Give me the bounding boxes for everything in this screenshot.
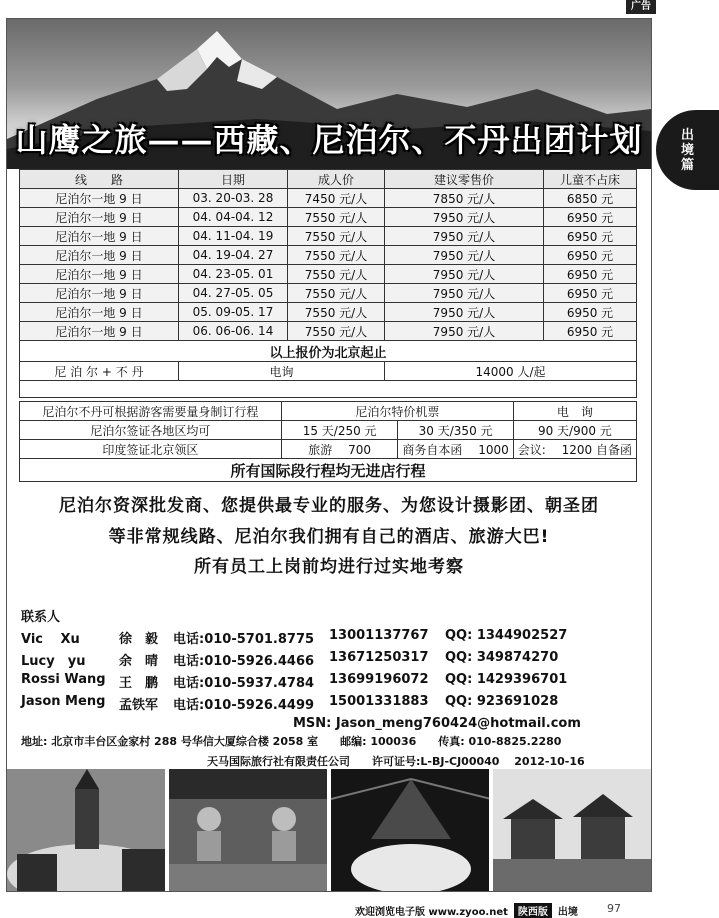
price-note: 以上报价为北京起止 (20, 341, 637, 362)
adult-price-cell: 7550 元/人 (288, 246, 385, 265)
retail-price-cell: 7950 元/人 (385, 246, 544, 265)
date-cell: 04. 27-05. 05 (179, 284, 288, 303)
date-cell: 03. 20-03. 28 (179, 189, 288, 208)
route-cell: 尼泊尔一地 9 日 (20, 189, 179, 208)
contact-phone: 电话:010-5701.8775 (173, 632, 315, 647)
column-header: 儿童不占床 (544, 170, 637, 189)
contact-phone: 电话:010-5937.4784 (173, 676, 315, 691)
contact-en-name: Rossi Wang (21, 672, 106, 687)
page-title: 山鹰之旅——西藏、尼泊尔、不丹出团计划 (15, 121, 643, 159)
table-row (20, 208, 637, 227)
child-price-cell: 6850 元 (544, 189, 637, 208)
child-price-cell: 6950 元 (544, 303, 637, 322)
date-cell: 04. 04-04. 12 (179, 208, 288, 227)
route-cell: 尼泊尔一地 9 日 (20, 227, 179, 246)
child-price-cell: 6950 元 (544, 208, 637, 227)
contact-cn-name: 孟铁军 (119, 698, 159, 713)
date-cell: 04. 11-04. 19 (179, 227, 288, 246)
retail-price-cell: 7950 元/人 (385, 322, 544, 341)
contact-mobile: 13671250317 (329, 650, 429, 665)
table-note-row (20, 341, 637, 362)
advertisement-frame (6, 18, 652, 892)
child-price-cell: 6950 元 (544, 227, 637, 246)
price-table (19, 169, 637, 398)
promo-line: 等非常规线路、尼泊尔我们拥有自己的酒店、旅游大巴! (108, 527, 550, 547)
table-row (20, 189, 637, 208)
msn-contact: MSN: Jason_meng760424@hotmail.com (293, 716, 581, 731)
contact-mobile: 13001137767 (329, 628, 429, 643)
contact-en-name: Lucy yu (21, 654, 86, 669)
footer-site: 欢迎浏览电子版 www.zyoo.net (355, 907, 508, 918)
contacts-heading-row (21, 606, 641, 628)
route-cell: 尼泊尔一地 9 日 (20, 303, 179, 322)
child-price-cell: 6950 元 (544, 322, 637, 341)
child-price-cell: 6950 元 (544, 265, 637, 284)
address-line: 地址: 北京市丰台区金家村 288 号华信大厦综合楼 2058 室 邮编: 100036 传真: 010-8825.2280 (21, 735, 562, 748)
column-header: 线 路 (20, 170, 179, 189)
contact-cn-name: 徐 毅 (119, 632, 159, 647)
adult-price-cell: 7550 元/人 (288, 284, 385, 303)
adult-price-cell: 7550 元/人 (288, 227, 385, 246)
page-number: 97 (607, 902, 621, 915)
child-price-cell: 6950 元 (544, 284, 637, 303)
visa-30-cell: 30 天/350 元 (398, 421, 513, 440)
photo-strip (7, 769, 651, 891)
edition-badge: 陕西版 (514, 903, 552, 918)
retail-price-cell: 7950 元/人 (385, 227, 544, 246)
company-line: 天马国际旅行社有限责任公司 许可证号:L-BJ-CJ00040 2012-10-16 (207, 755, 585, 768)
side-tab-char: 境 (680, 142, 694, 158)
footer-section: 出境 (557, 907, 578, 918)
contact-qq: QQ: 1344902527 (445, 628, 568, 643)
custom-itinerary-cell: 尼泊尔不丹可根据游客需要量身制订行程 (20, 402, 282, 421)
durbar-square-photo (493, 769, 651, 891)
contact-qq: QQ: 349874270 (445, 650, 559, 665)
route-cell: 尼泊尔一地 9 日 (20, 284, 179, 303)
conference-visa-cell: 会议: 1200 自备函 (513, 440, 636, 459)
route-cell: 尼 泊 尔 + 不 丹 (20, 362, 179, 381)
inquiry-cell: 电询 (179, 362, 385, 381)
table-row (20, 284, 637, 303)
contact-mobile: 13699196072 (329, 672, 429, 687)
table-header-row (20, 170, 637, 189)
table-row (20, 227, 637, 246)
ad-tag: 广告 (626, 0, 656, 14)
promo-line: 尼泊尔资深批发商、您提供最专业的服务、为您设计摄影团、朝圣团 (59, 496, 599, 516)
adult-price-cell: 7550 元/人 (288, 322, 385, 341)
contact-phone: 电话:010-5926.4466 (173, 654, 315, 669)
table-footer-row (20, 459, 637, 482)
stupa-photo (7, 769, 165, 891)
side-tab-char: 出 (680, 127, 694, 143)
inquiry-cell: 电 询 (513, 402, 636, 421)
visa-15-cell: 15 天/250 元 (281, 421, 398, 440)
route-cell: 尼泊尔一地 9 日 (20, 246, 179, 265)
contact-row (21, 694, 641, 716)
retail-price-cell: 7950 元/人 (385, 265, 544, 284)
retail-price-cell: 7950 元/人 (385, 208, 544, 227)
table-row (20, 265, 637, 284)
airfare-cell: 尼泊尔特价机票 (281, 402, 513, 421)
contact-en-name: Vic Xu (21, 632, 80, 647)
visa-cell: 尼泊尔签证各地区均可 (20, 421, 282, 440)
retail-price-cell: 7850 元/人 (385, 189, 544, 208)
price-cell: 14000 人/起 (385, 362, 637, 381)
table-row (20, 402, 637, 421)
contact-cn-name: 余 晴 (119, 654, 159, 669)
date-cell: 06. 06-06. 14 (179, 322, 288, 341)
route-cell: 尼泊尔一地 9 日 (20, 208, 179, 227)
route-cell: 尼泊尔一地 9 日 (20, 322, 179, 341)
adult-price-cell: 7550 元/人 (288, 303, 385, 322)
mountain-banner (7, 19, 651, 169)
contact-row (21, 672, 641, 694)
table-row (20, 421, 637, 440)
contact-cn-name: 王 鹏 (119, 676, 159, 691)
tourist-visa-cell: 旅游 700 (281, 440, 398, 459)
date-cell: 04. 19-04. 27 (179, 246, 288, 265)
contact-mobile: 15001331883 (329, 694, 429, 709)
table-row (20, 322, 637, 341)
services-table (19, 401, 637, 482)
contact-en-name: Jason Meng (21, 694, 106, 709)
column-header: 日期 (179, 170, 288, 189)
date-cell: 05. 09-05. 17 (179, 303, 288, 322)
adult-price-cell: 7450 元/人 (288, 189, 385, 208)
child-price-cell: 6950 元 (544, 246, 637, 265)
retail-price-cell: 7950 元/人 (385, 284, 544, 303)
column-header: 成人价 (288, 170, 385, 189)
business-visa-cell: 商务自本函 1000 (398, 440, 513, 459)
contacts-section (21, 606, 641, 738)
nepal-bhutan-row (20, 362, 637, 381)
adult-price-cell: 7550 元/人 (288, 208, 385, 227)
retail-price-cell: 7950 元/人 (385, 303, 544, 322)
promo-line: 所有员工上岗前均进行过实地考察 (194, 557, 464, 577)
contact-qq: QQ: 923691028 (445, 694, 559, 709)
side-tab-char: 篇 (680, 157, 694, 173)
visa-90-cell: 90 天/900 元 (513, 421, 636, 440)
contacts-heading: 联系人 (21, 610, 61, 625)
table-row (20, 303, 637, 322)
india-visa-cell: 印度签证北京领区 (20, 440, 282, 459)
date-cell: 04. 23-05. 01 (179, 265, 288, 284)
contact-row (21, 628, 641, 650)
no-shopping-note: 所有国际段行程均无进店行程 (20, 459, 637, 482)
column-header: 建议零售价 (385, 170, 544, 189)
table-row (20, 246, 637, 265)
temple-guardian-photo (169, 769, 327, 891)
table-row (20, 440, 637, 459)
adult-price-cell: 7550 元/人 (288, 265, 385, 284)
stupa-night-photo (331, 769, 489, 891)
contact-qq: QQ: 1429396701 (445, 672, 568, 687)
contact-phone: 电话:010-5926.4499 (173, 698, 315, 713)
spacer-row (20, 381, 637, 398)
route-cell: 尼泊尔一地 9 日 (20, 265, 179, 284)
section-side-tab (656, 110, 719, 190)
contact-row (21, 650, 641, 672)
